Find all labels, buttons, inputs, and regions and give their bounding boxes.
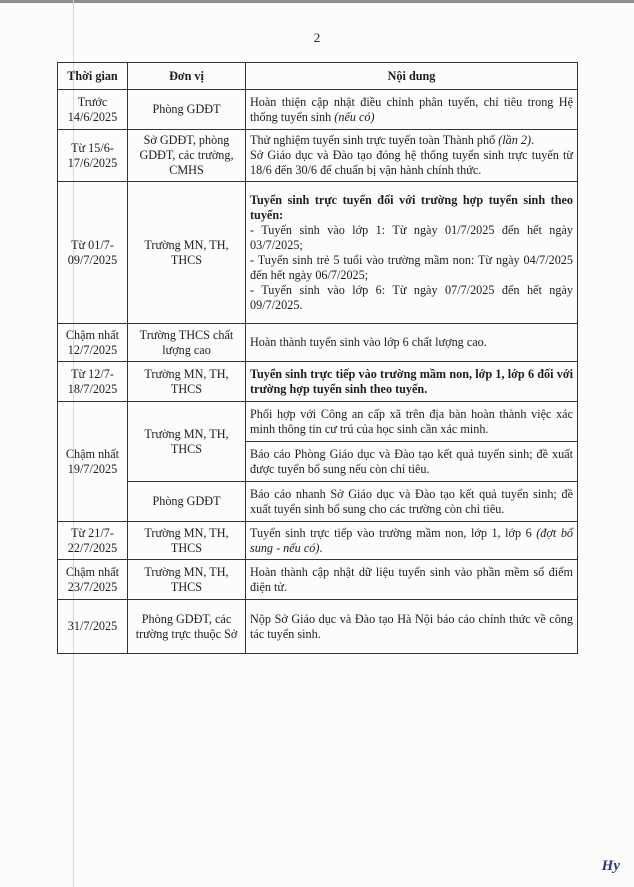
content-list-item: - Tuyển sinh vào lớp 1: Từ ngày 01/7/2025 đến hết ngày 03/7/2025; [250, 222, 573, 252]
content-cell: Phối hợp với Công an cấp xã trên địa bàn hoàn thành việc xác minh thông tin cư trú của học sinh cần xác minh. [246, 402, 578, 442]
content-italic-note: (đợt bổ sung - nếu có) [250, 525, 574, 555]
time-cell: Từ 01/7-09/7/2025 [58, 182, 128, 324]
time-cell: Chậm nhất 23/7/2025 [58, 560, 128, 600]
content-text: Tuyển sinh trực tiếp vào trường mầm non, lớp 1, lớp 6 [250, 525, 532, 540]
page-top-edge [0, 0, 634, 3]
unit-cell: Trường MN, TH, THCS [128, 402, 246, 482]
content-cell: Tuyển sinh trực tiếp vào trường mầm non, lớp 1, lớp 6 đối với trường hợp tuyển sinh theo tuyến. [246, 362, 578, 402]
unit-cell: Phòng GDĐT [128, 90, 246, 130]
content-list-item: - Tuyển sinh vào lớp 6: Từ ngày 07/7/2025 đến hết ngày 09/7/2025. [250, 282, 573, 312]
signature-mark: Hy [601, 858, 620, 874]
table-row [58, 130, 578, 182]
content-text: Hoàn thiện cập nhật điều chỉnh phân tuyến, chỉ tiêu trong Hệ thống tuyển sinh [250, 94, 573, 124]
header-content: Nội dung [246, 63, 578, 90]
content-cell: Báo cáo nhanh Sở Giáo dục và Đào tạo kết quả tuyển sinh; đề xuất tuyển sinh bổ sung cho các trường còn chỉ tiêu. [246, 482, 578, 522]
content-cell: Thử nghiệm tuyển sinh trực tuyến toàn Thành phố (lần 2). Sở Giáo dục và Đào tạo đóng hệ thống tuyển sinh trực tuyến từ 18/6 đến 30/6 để chuẩn bị vận hành chính thức. [246, 130, 578, 182]
content-heading: Tuyển sinh trực tuyến đối với trường hợp tuyển sinh theo tuyến: [250, 192, 573, 222]
time-cell: Trước 14/6/2025 [58, 90, 128, 130]
time-cell: Từ 15/6-17/6/2025 [58, 130, 128, 182]
unit-cell: Trường MN, TH, THCS [128, 560, 246, 600]
time-cell: Chậm nhất 12/7/2025 [58, 324, 128, 362]
table-row [58, 482, 578, 522]
content-cell: Báo cáo Phòng Giáo dục và Đào tạo kết quả tuyển sinh; đề xuất được tuyển bổ sung nếu còn chỉ tiêu. [246, 442, 578, 482]
header-unit: Đơn vị [128, 63, 246, 90]
table-row [58, 324, 578, 362]
content-cell: Nộp Sở Giáo dục và Đào tạo Hà Nội báo cáo chính thức về công tác tuyển sinh. [246, 600, 578, 654]
unit-cell: Phòng GDĐT [128, 482, 246, 522]
time-cell: Từ 21/7-22/7/2025 [58, 522, 128, 560]
table-row [58, 600, 578, 654]
content-cell [246, 90, 578, 130]
unit-cell: Trường MN, TH, THCS [128, 362, 246, 402]
time-cell: 31/7/2025 [58, 600, 128, 654]
unit-cell: Trường MN, TH, THCS [128, 522, 246, 560]
content-line: Sở Giáo dục và Đào tạo đóng hệ thống tuyển sinh trực tuyến từ 18/6 đến 30/6 để chuẩn bị vận hành chính thức. [250, 148, 573, 177]
content-italic-note: (nếu có) [334, 109, 375, 124]
content-cell: Hoàn thành tuyển sinh vào lớp 6 chất lượng cao. [246, 324, 578, 362]
table-row [58, 362, 578, 402]
content-cell: Tuyển sinh trực tiếp vào trường mầm non, lớp 1, lớp 6 (đợt bổ sung - nếu có). [246, 522, 578, 560]
header-time: Thời gian [58, 63, 128, 90]
unit-cell: Trường MN, TH, THCS [128, 182, 246, 324]
unit-cell: Sở GDĐT, phòng GDĐT, các trường, CMHS [128, 130, 246, 182]
table-row [58, 402, 578, 442]
time-cell: Từ 12/7-18/7/2025 [58, 362, 128, 402]
unit-cell: Trường THCS chất lượng cao [128, 324, 246, 362]
content-cell [246, 182, 578, 324]
enrollment-schedule-table [57, 62, 578, 654]
table-row [58, 522, 578, 560]
content-line: Thử nghiệm tuyển sinh trực tuyến toàn Thành phố [250, 133, 496, 147]
content-italic-note: (lần 2) [498, 133, 532, 147]
table-row [58, 90, 578, 130]
unit-cell: Phòng GDĐT, các trường trực thuộc Sở [128, 600, 246, 654]
time-cell: Chậm nhất 19/7/2025 [58, 402, 128, 522]
table-header-row [58, 63, 578, 90]
table-row [58, 560, 578, 600]
page-number: 2 [313, 30, 321, 45]
table-row [58, 182, 578, 324]
content-cell: Hoàn thành cập nhật dữ liệu tuyển sinh vào phần mềm sổ điểm điện tử. [246, 560, 578, 600]
content-list-item: - Tuyển sinh trẻ 5 tuổi vào trường mầm non: Từ ngày 04/7/2025 đến hết ngày 06/7/2025; [250, 252, 573, 282]
